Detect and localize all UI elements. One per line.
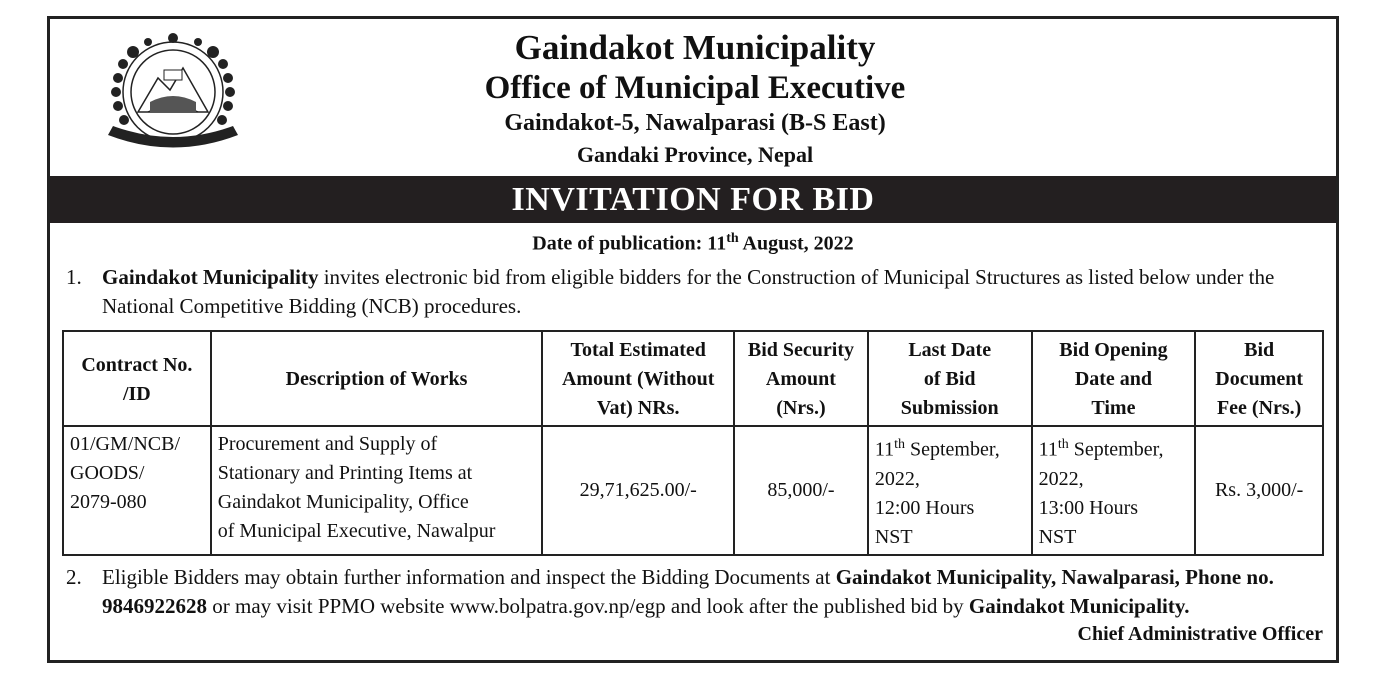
header-description: Description of Works xyxy=(211,331,543,426)
notice-header xyxy=(260,28,1130,170)
header-security: Bid Security Amount (Nrs.) xyxy=(734,331,868,426)
table-header-row xyxy=(63,331,1323,426)
contact-info: Gaindakot Municipality, Nawalparasi, Phone no. 9846922628 xyxy=(102,565,1274,618)
header-last-date: Last Date of Bid Submission xyxy=(868,331,1032,426)
paragraph-2-number: 2. xyxy=(66,565,82,589)
cell-last-date: 11th September, 2022, 12:00 Hours NST xyxy=(868,426,1032,555)
paragraph-1-bold: Gaindakot Municipality xyxy=(102,265,319,289)
cell-opening: 11th September, 2022, 13:00 Hours NST xyxy=(1032,426,1196,555)
publication-date: Date of publication: 11th August, 2022 xyxy=(532,231,854,255)
header-amount: Total Estimated Amount (Without Vat) NRs. xyxy=(542,331,734,426)
header-fee: Bid Document Fee (Nrs.) xyxy=(1195,331,1323,426)
cell-contract: 01/GM/NCB/ GOODS/ 2079-080 xyxy=(63,426,211,555)
header-contract: Contract No. /ID xyxy=(63,331,211,426)
paragraph-1 xyxy=(66,263,1326,321)
cell-description: Procurement and Supply of Stationary and Printing Items at Gaindakot Municipality, Office of Municipal Executive, Nawalpur xyxy=(211,426,543,555)
cell-security: 85,000/- xyxy=(734,426,868,555)
office-province: Gandaki Province, Nepal xyxy=(576,142,814,167)
bid-table xyxy=(62,330,1324,556)
nepal-emblem-icon xyxy=(88,30,258,160)
paragraph-1-text: invites electronic bid from eligible bidders for the Construction of Municipal Structures as listed below under the National Competitive Bidding (NCB) procedures. xyxy=(102,265,1275,318)
signatory-title: Chief Administrative Officer xyxy=(1077,623,1323,645)
publisher-name: Gaindakot Municipality. xyxy=(968,594,1190,618)
cell-amount: 29,71,625.00/- xyxy=(542,426,734,555)
invitation-banner: INVITATION FOR BID xyxy=(50,176,1336,223)
paragraph-1-number: 1. xyxy=(66,265,82,289)
office-address: Gaindakot-5, Nawalparasi (B-S East) xyxy=(504,110,886,136)
header-opening: Bid Opening Date and Time xyxy=(1032,331,1196,426)
office-title: Office of Municipal Executive xyxy=(484,70,906,106)
paragraph-2: 2. Eligible Bidders may obtain further information and inspect the Bidding Documents at Gaindakot Municipality, Nawalparasi, Phone no. 9846922628 or may visit PPMO website www.bolpatra.gov.np/egp and look after the published bid by Gaindakot Municipality. xyxy=(66,565,1274,618)
cell-fee: Rs. 3,000/- xyxy=(1195,426,1323,555)
table-row xyxy=(63,426,1323,555)
municipality-title: Gaindakot Municipality xyxy=(514,28,876,67)
